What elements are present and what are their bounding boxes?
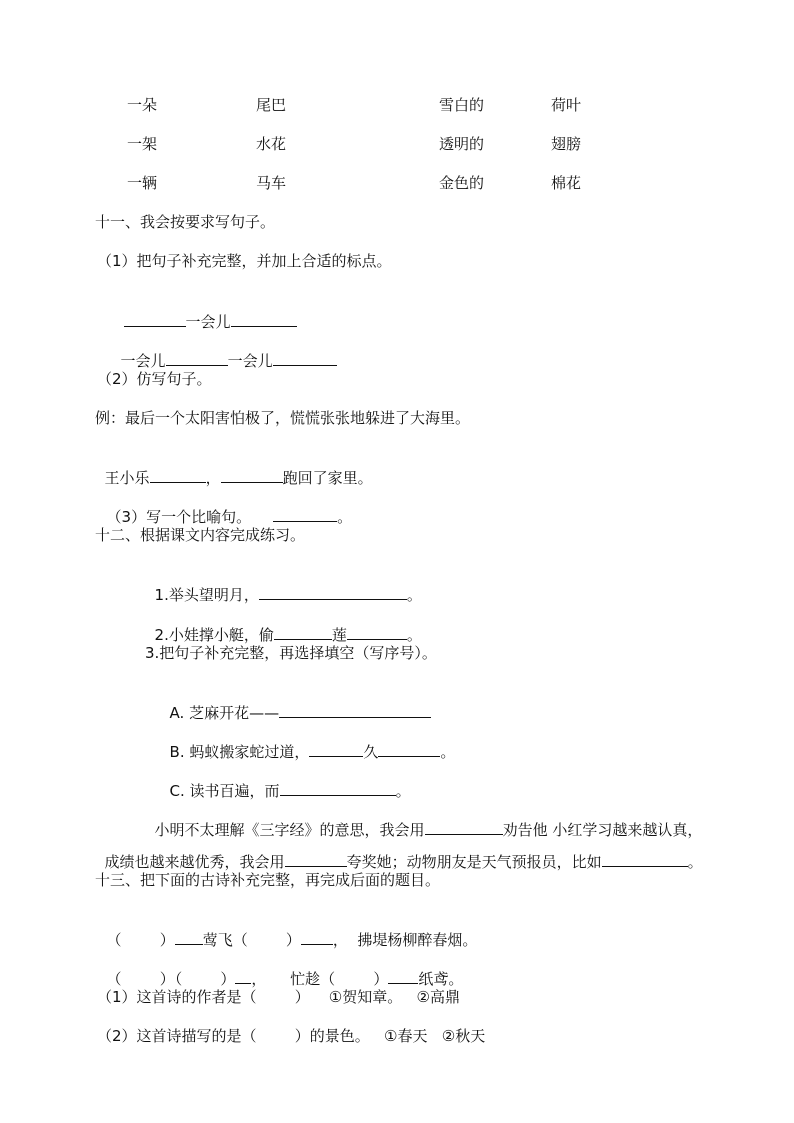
answer-blank[interactable] [150, 467, 206, 483]
match-cell: 水花 [256, 135, 287, 153]
answer-blank[interactable] [279, 702, 431, 718]
match-cell: 金色的 [439, 174, 485, 192]
option-b [160, 721, 455, 762]
answer-blank[interactable] [273, 506, 337, 522]
option-c [160, 760, 411, 801]
section-12-heading: 十二、根据课文内容完成练习。 [95, 526, 306, 544]
section-11-heading: 十一、我会按要求写句子。 [95, 213, 276, 231]
answer-blank[interactable] [273, 350, 337, 366]
answer-blank[interactable] [231, 311, 297, 327]
word-label: 王小乐 [104, 469, 150, 487]
answer-blank[interactable] [301, 929, 333, 945]
section-11-q3 [97, 486, 352, 527]
paragraph-text: 小明不太理解《三字经》的意思，我会用 [154, 821, 425, 839]
answer-blank[interactable] [235, 968, 251, 984]
sentence-line-1 [114, 291, 297, 332]
option-text: 久 [363, 743, 379, 761]
answer-blank[interactable] [259, 584, 407, 600]
poem-line-2 [97, 948, 463, 989]
word-label: 一会儿 [120, 352, 166, 370]
answer-blank[interactable] [388, 968, 418, 984]
section-11-q1: （1）把句子补充完整，并加上合适的标点。 [97, 252, 392, 270]
answer-blank[interactable] [166, 350, 228, 366]
section-13-q2: （2）这首诗描写的是（ ）的景色。 ①春天 ②秋天 [97, 1027, 486, 1045]
punct: 。 [440, 743, 456, 761]
answer-blank[interactable] [221, 467, 283, 483]
answer-blank[interactable] [175, 929, 203, 945]
option-a [160, 682, 431, 723]
match-cell: 荷叶 [551, 96, 582, 114]
match-cell: 一架 [127, 135, 158, 153]
match-cell: 一辆 [127, 174, 158, 192]
option-text: C. 读书百遍，而 [169, 782, 280, 800]
word-label: 一会儿 [185, 313, 231, 331]
answer-blank[interactable] [309, 741, 363, 757]
paragraph-text: 成绩也越来越优秀，我会用 [104, 853, 285, 871]
punct: 。 [395, 782, 411, 800]
punct: ， [205, 469, 221, 487]
q3-label: （3）写一个比喻句。 [106, 508, 252, 526]
match-cell: 尾巴 [256, 96, 287, 114]
answer-blank[interactable] [124, 311, 186, 327]
answer-blank[interactable] [347, 624, 407, 640]
paragraph-line-2 [95, 831, 703, 872]
word-label: 一会儿 [227, 352, 273, 370]
section-13-q1: （1）这首诗的作者是（ ） ①贺知章。 ②高鼎 [97, 988, 460, 1006]
punct: 。 [337, 508, 353, 526]
sentence-line-2 [111, 330, 337, 371]
poem-text: （ ） [106, 931, 175, 949]
answer-blank[interactable] [280, 780, 396, 796]
poem-text: ， 忙趁（ ） [251, 970, 389, 988]
poem-text: 纸鸢。 [418, 970, 464, 988]
match-cell: 透明的 [439, 135, 485, 153]
section-11-q2: （2）仿写句子。 [97, 370, 212, 388]
item-text: 2.小娃撑小艇，偷 [154, 626, 274, 644]
match-cell: 一朵 [127, 96, 158, 114]
match-cell: 棉花 [551, 174, 582, 192]
poem-text: （ ）（ ） [106, 970, 236, 988]
answer-blank[interactable] [378, 741, 440, 757]
word-label: 跑回了家里。 [282, 469, 373, 487]
answer-blank[interactable] [602, 851, 688, 867]
option-text: A. 芝麻开花—— [169, 704, 280, 722]
item-3: 3.把句子补充完整，再选择填空（写序号）。 [145, 644, 437, 662]
answer-blank[interactable] [274, 624, 332, 640]
poem-text: ， 拂堤杨柳醉春烟。 [332, 931, 478, 949]
option-text: B. 蚂蚁搬家蛇过道， [169, 743, 310, 761]
imitation-line [95, 447, 373, 488]
section-13-heading: 十三、把下面的古诗补充完整，再完成后面的题目。 [95, 871, 441, 889]
item-1 [145, 564, 422, 605]
match-cell: 翅膀 [551, 135, 582, 153]
poem-text: 莺飞（ ） [202, 931, 301, 949]
example-sentence: 例：最后一个太阳害怕极了，慌慌张张地躲进了大海里。 [95, 409, 471, 427]
item-2 [145, 604, 422, 645]
punct: 。 [687, 853, 703, 871]
paragraph-text: 夸奖她；动物朋友是天气预报员，比如 [346, 853, 602, 871]
paragraph-text: 劝告他 小红学习越来越认真， [502, 821, 703, 839]
punct: 。 [406, 626, 422, 644]
match-cell: 雪白的 [439, 96, 485, 114]
poem-line-1 [97, 909, 477, 950]
match-cell: 马车 [256, 174, 287, 192]
answer-blank[interactable] [285, 851, 347, 867]
item-text: 莲 [331, 626, 347, 644]
item-text: 1.举头望明月， [154, 586, 259, 604]
punct: 。 [406, 586, 422, 604]
